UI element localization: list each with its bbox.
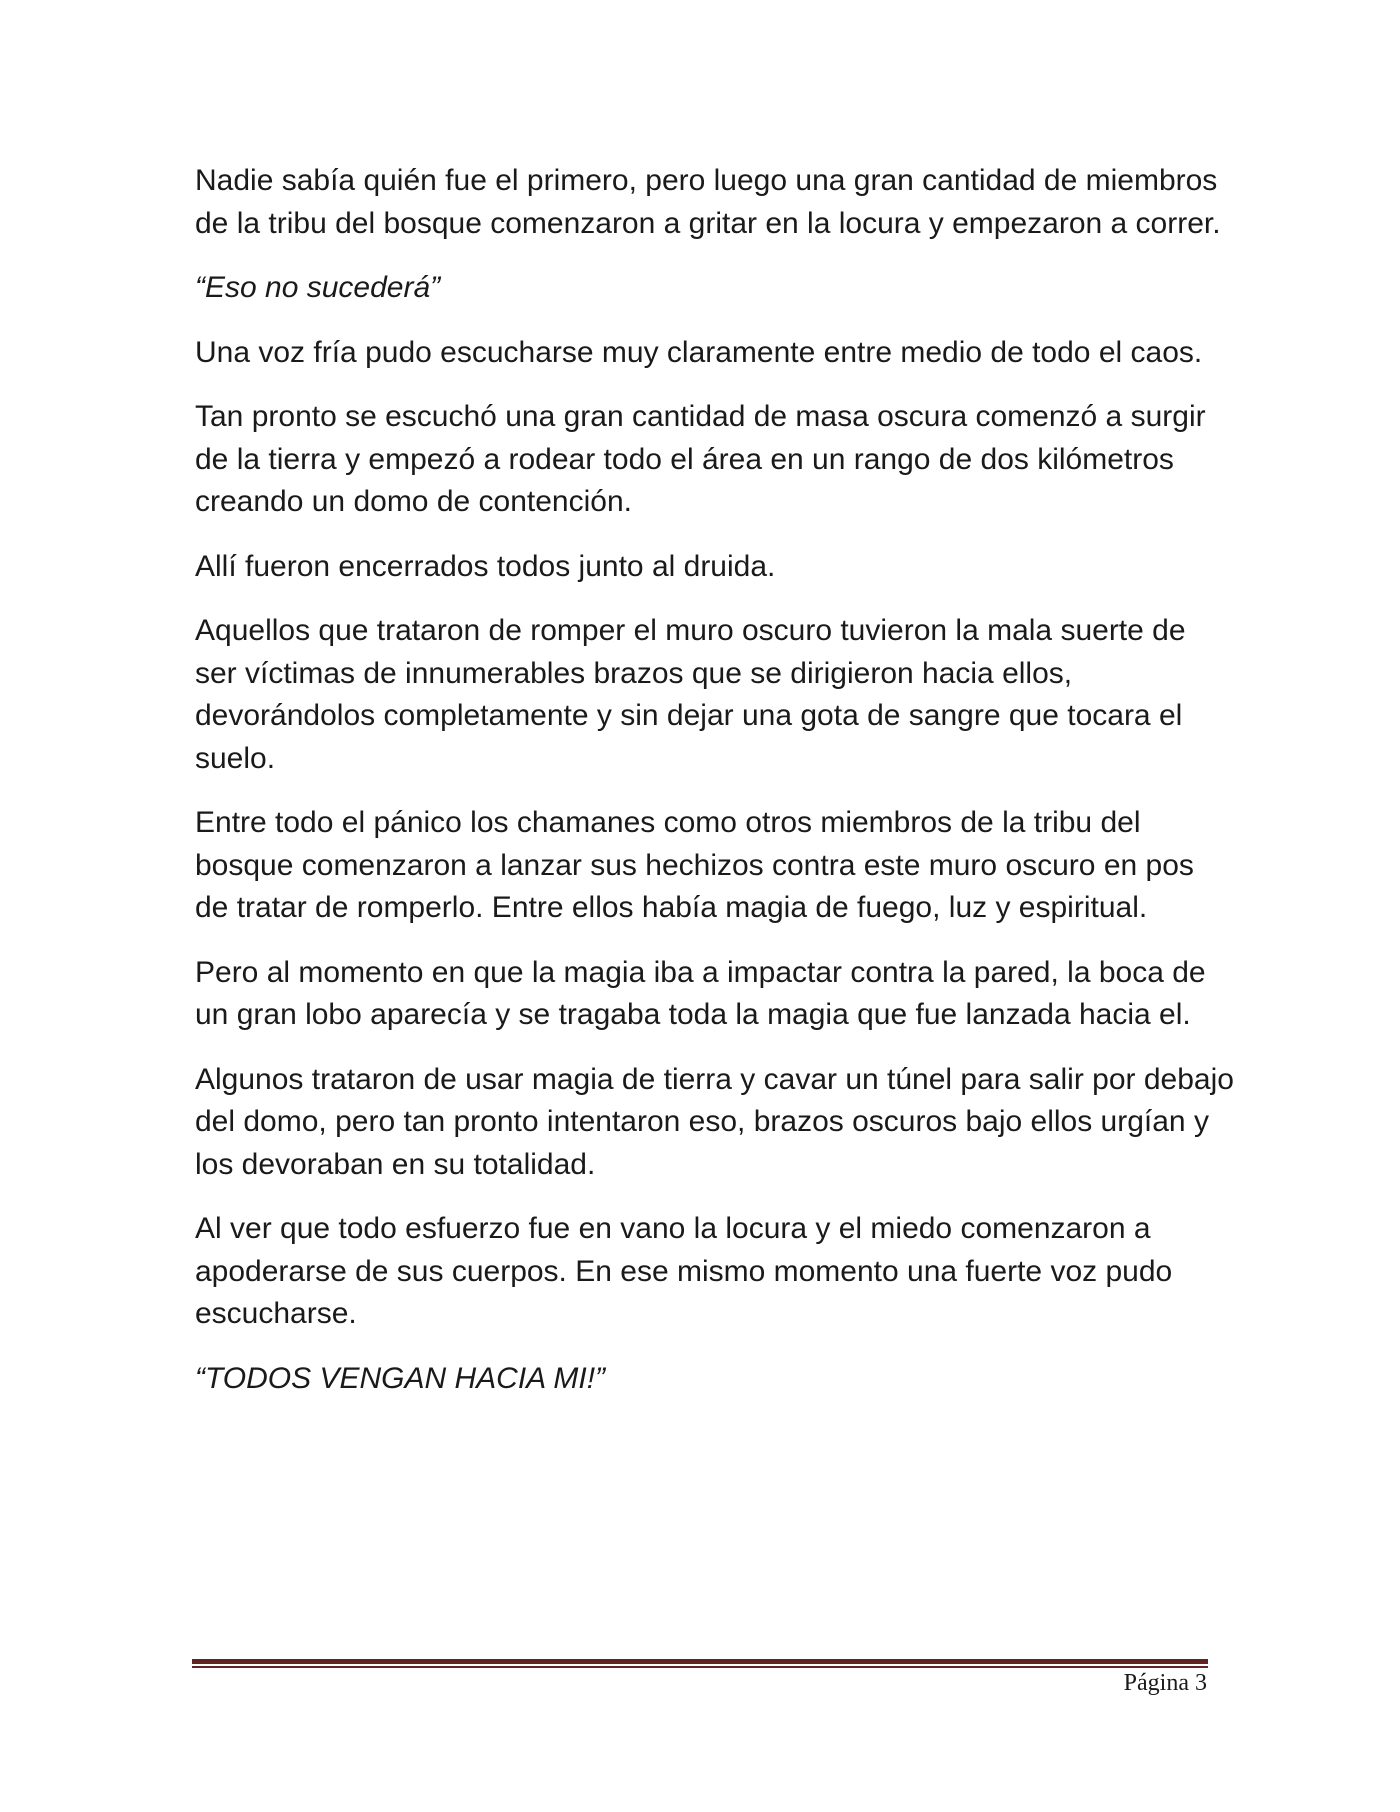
paragraph: Nadie sabía quién fue el primero, pero luego una gran cantidad de miembros de la tribu del bosque comenzaron a gritar en la locura y empezaron a correr. <box>195 164 1221 240</box>
footer-divider <box>192 1659 1208 1668</box>
paragraph: Al ver que todo esfuerzo fue en vano la locura y el miedo comenzaron a apoderarse de sus cuerpos. En ese mismo momento una fuerte voz pudo escucharse. <box>195 1212 1173 1330</box>
page-number: Página 3 <box>1123 1670 1207 1696</box>
body-text <box>195 160 1235 1422</box>
paragraph: Pero al momento en que la magia iba a impactar contra la pared, la boca de un gran lobo aparecía y se tragaba toda la magia que fue lanzada hacia el. <box>195 955 1206 1031</box>
paragraph: Tan pronto se escuchó una gran cantidad de masa oscura comenzó a surgir de la tierra y empezó a rodear todo el área en un rango de dos kilómetros creando un domo de contención. <box>195 400 1206 518</box>
dialogue-line: “Eso no sucederá” <box>195 271 441 304</box>
dialogue-line: “TODOS VENGAN HACIA MI!” <box>195 1361 606 1395</box>
footer-divider-thin-line <box>192 1666 1208 1668</box>
paragraph: Allí fueron encerrados todos junto al druida. <box>195 549 776 583</box>
paragraph: Aquellos que trataron de romper el muro oscuro tuvieron la mala suerte de ser víctimas de innumerables brazos que se dirigieron hacia ellos, devorándolos completamente y sin dejar una gota de sangre que tocara el suelo. <box>195 614 1186 775</box>
paragraph: Algunos trataron de usar magia de tierra y cavar un túnel para salir por debajo del domo, pero tan pronto intentaron eso, brazos oscuros bajo ellos urgían y los devoraban en su totalidad. <box>195 1062 1234 1181</box>
footer-divider-thick-line <box>192 1659 1208 1664</box>
paragraph: Una voz fría pudo escucharse muy claramente entre medio de todo el caos. <box>195 335 1203 369</box>
paragraph: Entre todo el pánico los chamanes como otros miembros de la tribu del bosque comenzaron a lanzar sus hechizos contra este muro oscuro en pos de tratar de romperlo. Entre ellos había magia de fuego, luz y espiritual. <box>195 806 1194 924</box>
